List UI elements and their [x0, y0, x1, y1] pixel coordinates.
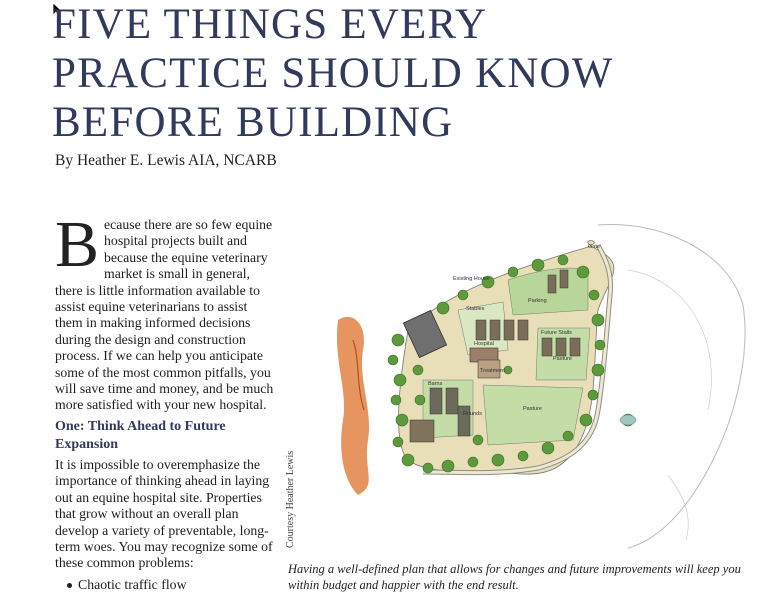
- label-treatment: Treatment: [480, 368, 505, 374]
- article-body-column: [55, 208, 275, 592]
- bullet-text: Chaotic traffic flow: [78, 577, 187, 592]
- bullet-item: [67, 577, 187, 593]
- article-title: [52, 0, 752, 147]
- label-hospital: Hospital: [474, 341, 494, 347]
- title-line-3: BEFORE BUILDING: [52, 99, 454, 146]
- label-stables: Stables: [466, 306, 485, 312]
- section-heading: One: Think Ahead to Future Expansion: [55, 419, 226, 452]
- title-line-1: FIVE THINGS EVERY: [52, 1, 488, 48]
- label-gate: Gate: [588, 244, 600, 250]
- figure-caption: Having a well-defined plan that allows for changes and future improvements will keep you within budget and happier with the end result.: [288, 562, 741, 592]
- intro-paragraph: [55, 208, 275, 414]
- label-pasture-1: Pasture: [553, 356, 572, 362]
- byline: By Heather E. Lewis AIA, NCARB: [55, 152, 277, 169]
- label-barns: Barns: [428, 381, 443, 387]
- label-existing-house: Existing House: [453, 276, 490, 282]
- intro-text: ecause there are so few equine hospital projects built and because the equine veterinary market is small in general, there is little information available to assist equine veterinarians to assist them in making informed decisions during the design and construction process. If we can help you anticipate some of the most common pitfalls, you will save time and money, and be much more satisfied with your new hospital.: [55, 217, 274, 413]
- bullet-icon: [67, 583, 72, 588]
- label-parking: Parking: [528, 298, 547, 304]
- drop-cap: B: [55, 208, 100, 281]
- label-pasture-2: Pasture: [523, 406, 542, 412]
- label-rounds: Rounds: [463, 411, 482, 417]
- label-future-stalls: Future Stalls: [541, 330, 572, 336]
- site-plan-illustration: [298, 210, 748, 555]
- title-line-2: PRACTICE SHOULD KNOW: [52, 50, 614, 97]
- photo-credit: Courtesy Heather Lewis: [285, 450, 296, 548]
- section-paragraph: It is impossible to overemphasize the importance of thinking ahead in laying out an equine hospital site. Properties that grow without an overall plan develop a variety of preventable, long-term woes. You may recognize some of these common problems:: [55, 457, 273, 571]
